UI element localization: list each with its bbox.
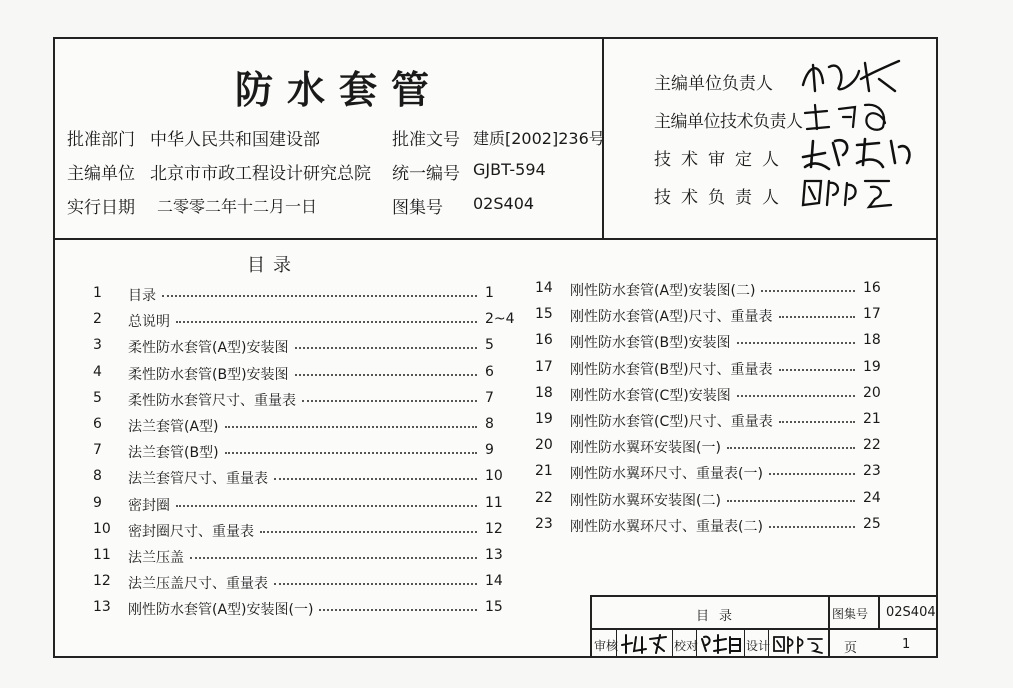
title-block-check-label: 校对: [674, 639, 699, 653]
toc-row-number: 6: [93, 416, 102, 432]
toc-row-label: 刚性防水翼环尺寸、重量表(二): [570, 518, 763, 535]
title-block-page-value: 1: [902, 637, 911, 652]
toc-row-page: 24: [863, 489, 881, 506]
toc-row: [535, 437, 903, 459]
toc-row: [535, 463, 903, 485]
atlas-no-label: 图集号: [392, 198, 443, 218]
toc-row-number: 13: [93, 599, 111, 616]
toc-row-number: 11: [93, 547, 111, 563]
toc-row-leader: [190, 557, 477, 559]
toc-row: [535, 280, 903, 302]
toc-row: [93, 573, 525, 595]
toc-row: [93, 599, 525, 621]
toc-row-leader: [727, 447, 855, 449]
toc-row-number: 15: [535, 306, 553, 323]
toc-row: [93, 390, 525, 412]
toc-row-number: 2: [93, 311, 102, 328]
approval-doc-label: 批准文号: [392, 130, 460, 150]
toc-row: [93, 442, 525, 464]
toc-row-number: 3: [93, 337, 102, 354]
toc-row-label: 柔性防水套管(B型)安装图: [128, 366, 289, 383]
toc-row-number: 20: [535, 437, 553, 454]
toc-row-number: 18: [535, 384, 553, 401]
toc-row-label: 法兰套管(A型): [128, 419, 219, 435]
title-block-design-label: 设计: [746, 639, 771, 653]
toc-row-page: 20: [863, 384, 881, 401]
toc-row-label: 刚性防水套管(B型)安装图: [570, 335, 731, 352]
toc-row-page: 14: [485, 573, 503, 590]
toc-row: [93, 468, 525, 490]
toc-row-leader: [302, 400, 477, 402]
signature-tech-lead: [799, 173, 919, 215]
toc-row-label: 总说明: [128, 314, 170, 331]
toc-row-page: 11: [485, 494, 503, 511]
toc-row-leader: [162, 295, 477, 297]
toc-row: [93, 364, 525, 386]
toc-row-number: 9: [93, 494, 102, 511]
toc-row-leader: [737, 395, 855, 397]
header-block: [55, 39, 604, 240]
effective-date-label: 实行日期: [67, 198, 135, 218]
toc-row-page: 17: [863, 306, 881, 323]
toc-row-number: 17: [535, 358, 553, 375]
toc-row-label: 刚性防水套管(C型)尺寸、重量表: [570, 414, 773, 430]
toc-row-leader: [779, 369, 855, 371]
toc-row: [535, 306, 903, 328]
toc-row: [93, 416, 525, 438]
toc-row: [93, 521, 525, 543]
toc-row-label: 法兰套管尺寸、重量表: [128, 471, 268, 488]
toc-row-leader: [769, 473, 855, 475]
toc-row-number: 14: [535, 280, 553, 296]
toc-row-page: 18: [863, 332, 881, 349]
unified-no-label: 统一编号: [392, 164, 460, 184]
toc-row-leader: [176, 321, 477, 323]
toc-row-number: 23: [535, 515, 553, 532]
toc-row-page: 6: [485, 363, 494, 380]
resp-label-tech-reviewer: 技术审定人: [654, 150, 789, 170]
toc-row: [535, 385, 903, 407]
resp-label-chief-editor: 主编单位负责人: [654, 74, 773, 94]
toc-row-page: 25: [863, 515, 881, 532]
approve-dept-label: 批准部门: [67, 130, 135, 150]
toc-row-number: 22: [535, 489, 553, 506]
toc-row-number: 16: [535, 332, 553, 349]
signature-check: [700, 633, 744, 659]
toc-row-page: 1: [485, 285, 494, 301]
toc-row-label: 刚性防水套管(A型)安装图(一): [128, 602, 314, 619]
toc-row-page: 19: [863, 358, 881, 375]
responsible-block: [604, 39, 936, 240]
toc-row-leader: [769, 526, 855, 528]
signature-tech-reviewer: [799, 133, 919, 177]
toc-row-number: 19: [535, 411, 553, 427]
toc-row-number: 21: [535, 463, 553, 480]
toc-row-page: 23: [863, 463, 881, 480]
toc-row-page: 21: [863, 411, 881, 427]
editor-unit-label: 主编单位: [67, 164, 135, 184]
toc-row-page: 2~4: [485, 311, 515, 328]
toc-row-label: 法兰压盖: [128, 550, 184, 566]
toc-row-label: 刚性防水套管(C型)安装图: [570, 387, 731, 404]
toc-row-page: 10: [485, 468, 503, 485]
title-block-page-label: 页: [844, 641, 858, 656]
toc-row: [535, 411, 903, 433]
toc-row-leader: [225, 426, 477, 428]
signature-review: [620, 633, 670, 659]
toc-row-label: 刚性防水翼环安装图(一): [570, 440, 721, 457]
title-block-atlas-value: 02S404: [886, 605, 936, 620]
toc-row-page: 12: [485, 520, 503, 537]
toc-row: [93, 311, 525, 333]
toc-row-label: 密封圈尺寸、重量表: [128, 523, 254, 540]
toc-row: [535, 332, 903, 354]
toc-row: [535, 516, 903, 538]
effective-date-value: 二零零二年十二月一日: [157, 197, 318, 216]
drawing-sheet: [53, 37, 938, 658]
unified-no-value: GJBT-594: [473, 160, 546, 179]
resp-label-chief-tech: 主编单位技术负责人: [654, 112, 803, 132]
toc-row-number: 8: [93, 468, 102, 485]
toc-row-page: 15: [485, 599, 503, 616]
toc-row-label: 刚性防水套管(A型)尺寸、重量表: [570, 309, 773, 326]
toc-row-leader: [274, 583, 477, 585]
title-block-drawing-name: 目录: [696, 609, 743, 624]
toc-row-leader: [319, 609, 477, 611]
toc-row-number: 1: [93, 285, 102, 301]
toc-row-leader: [295, 374, 477, 376]
toc-row: [93, 495, 525, 517]
toc-row-number: 10: [93, 520, 111, 537]
toc-row-label: 刚性防水套管(A型)安装图(二): [570, 283, 756, 299]
toc-row-number: 12: [93, 573, 111, 590]
toc-row-label: 法兰套管(B型): [128, 445, 219, 462]
toc-row-page: 9: [485, 442, 494, 459]
title-block-review-label: 审核: [594, 639, 619, 653]
toc-row: [93, 547, 525, 569]
toc-row: [535, 359, 903, 381]
toc-row-leader: [225, 452, 477, 454]
toc-row-page: 13: [485, 547, 503, 563]
approve-dept-value: 中华人民共和国建设部: [150, 130, 320, 150]
title-block: [590, 595, 938, 658]
atlas-no-value: 02S404: [473, 194, 535, 213]
signature-chief-editor: [799, 57, 909, 101]
toc-row-leader: [274, 478, 477, 480]
signature-design: [772, 633, 826, 659]
toc-row-leader: [295, 347, 477, 349]
toc-row-label: 刚性防水翼环尺寸、重量表(一): [570, 466, 763, 483]
toc-row-leader: [727, 500, 855, 502]
toc-row-label: 刚性防水翼环安装图(二): [570, 492, 721, 509]
approval-doc-value: 建质[2002]236号: [473, 129, 605, 148]
title-block-atlas-label: 图集号: [832, 607, 869, 621]
toc-row-label: 目录: [128, 288, 156, 304]
resp-label-tech-lead: 技术负责人: [654, 188, 789, 208]
toc-row-number: 4: [93, 363, 102, 380]
toc-row-page: 7: [485, 389, 494, 406]
toc-row-page: 16: [863, 280, 881, 296]
toc-row: [93, 337, 525, 359]
toc-row-label: 法兰压盖尺寸、重量表: [128, 576, 268, 593]
toc-row-number: 5: [93, 389, 102, 406]
page-title: 防水套管: [235, 67, 444, 112]
toc-row-leader: [260, 531, 477, 533]
toc-row-page: 8: [485, 416, 494, 432]
editor-unit-value: 北京市市政工程设计研究总院: [150, 164, 371, 184]
toc-title: 目录: [247, 255, 299, 276]
toc-row-label: 刚性防水套管(B型)尺寸、重量表: [570, 361, 773, 378]
toc-row-page: 5: [485, 337, 494, 354]
toc-row-page: 22: [863, 437, 881, 454]
toc-row-label: 柔性防水套管(A型)安装图: [128, 340, 289, 357]
toc-row-leader: [779, 316, 855, 318]
toc-row-leader: [176, 505, 477, 507]
toc-row-leader: [779, 421, 855, 423]
toc-row: [93, 285, 525, 307]
toc-row-label: 柔性防水套管尺寸、重量表: [128, 392, 296, 409]
toc-row-number: 7: [93, 442, 102, 459]
toc-row-leader: [737, 342, 855, 344]
toc-row-label: 密封圈: [128, 497, 170, 514]
toc-row: [535, 490, 903, 512]
toc-row-leader: [761, 290, 855, 292]
